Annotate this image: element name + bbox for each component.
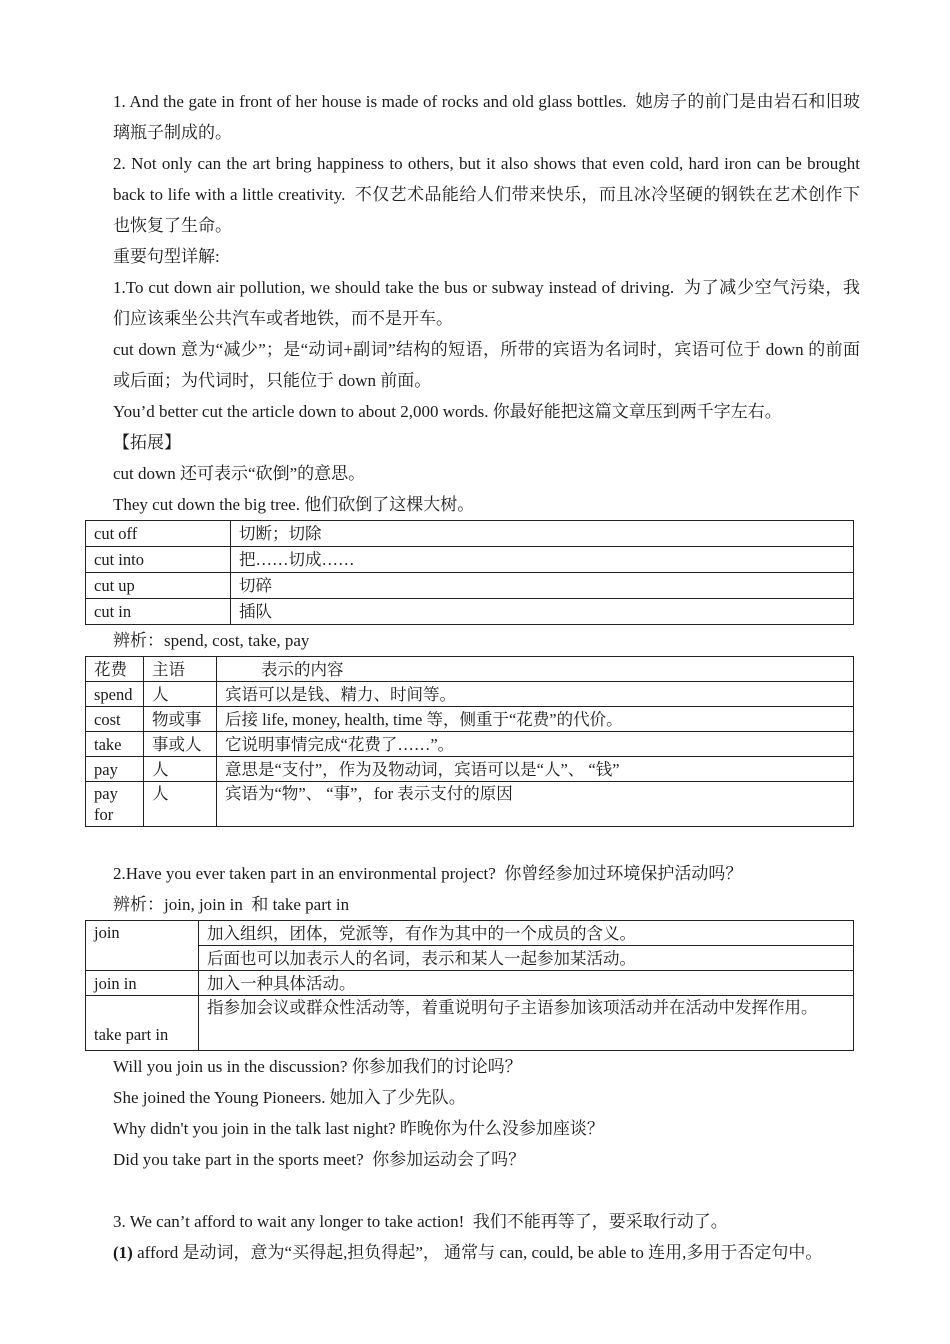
note-cut-down-usage: cut down 意为“减少”；是“动词+副词”结构的短语，所带的宾语为名词时，宾语可位于 down 的前面或后面；为代词时，只能位于 down 前面。 (113, 340, 860, 390)
table-row (86, 921, 854, 946)
term-cell: cut up (86, 573, 231, 599)
note-cell: 意思是“支付”，作为及物动词，宾语可以是“人”、 “钱” (217, 757, 854, 782)
subject-cell: 物或事 (144, 707, 217, 732)
table-row (86, 757, 854, 782)
subject-cell: 人 (144, 682, 217, 707)
table-row (86, 732, 854, 757)
note-afford-text: afford 是动词，意为“买得起,担负得起”， 通常与 can, could, be able to 连用,多用于否定句中。 (132, 1243, 823, 1262)
blank-line (0, 1175, 950, 1206)
blank-line (0, 827, 950, 858)
label-compare-join: 辨析：join, join in 和 take part in (113, 895, 350, 914)
sentence-cut-down-pollution: 1.To cut down air pollution, we should take the bus or subway instead of driving. 为了减少空气污染，我们应该乘坐公共汽车或者地铁，而不是开车。 (113, 278, 860, 328)
table-row (86, 682, 854, 707)
subject-cell: 事或人 (144, 732, 217, 757)
subject-cell: 人 (144, 782, 217, 827)
note-cell: 加入组织，团体，党派等，有作为其中的一个成员的含义。 (199, 921, 854, 946)
term-cell: join (86, 921, 199, 971)
list-marker: (1) (113, 1243, 133, 1262)
join-comparison-table (85, 920, 854, 1051)
table-row (86, 946, 854, 971)
note-cut-down-fell: cut down 还可表示“砍倒”的意思。 (113, 464, 366, 483)
sentence-iron-art: 2. Not only can the art bring happiness to others, but it also shows that even cold, hard iron can be brought back to life with a little creativity. 不仅艺术品能给人们带来快乐，而且冰冷坚硬的钢铁在艺术创作下也恢复了生命。 (113, 154, 865, 235)
heading-key-sentence-patterns: 重要句型详解: (113, 247, 220, 266)
term-cell: take part in (86, 996, 199, 1051)
meaning-cell: 插队 (231, 599, 854, 625)
word-cell: spend (86, 682, 144, 707)
label-compare-spend-cost-take-pay: 辨析：spend, cost, take, pay (113, 631, 310, 650)
table-row (86, 971, 854, 996)
term-cell: cut off (86, 521, 231, 547)
header-word-cell: 花费 (86, 657, 144, 682)
header-note-cell: 表示的内容 (217, 657, 854, 682)
subject-cell: 人 (144, 757, 217, 782)
table-row (86, 547, 854, 573)
note-cell: 宾语为“物”、 “事”，for 表示支付的原因 (217, 782, 854, 827)
note-cell: 宾语可以是钱、精力、时间等。 (217, 682, 854, 707)
word-cell: cost (86, 707, 144, 732)
spend-cost-take-pay-table (85, 656, 854, 827)
heading-expansion: 【拓展】 (113, 433, 181, 452)
table-row (86, 707, 854, 732)
table-row (86, 599, 854, 625)
term-cell: cut into (86, 547, 231, 573)
note-afford-usage (113, 1237, 860, 1268)
example-join-talk: Why didn't you join in the talk last night? 昨晚你为什么没参加座谈？ (113, 1119, 604, 1138)
term-cell: join in (86, 971, 199, 996)
meaning-cell: 把……切成…… (231, 547, 854, 573)
example-young-pioneers: She joined the Young Pioneers. 她加入了少先队。 (113, 1088, 466, 1107)
table-row (86, 782, 854, 827)
note-cell: 后接 life, money, health, time 等，侧重于“花费”的代价。 (217, 707, 854, 732)
example-cut-article: You’d better cut the article down to about 2,000 words. 你最好能把这篇文章压到两千字左右。 (113, 402, 782, 421)
sentence-afford-action: 3. We can’t afford to wait any longer to take action! 我们不能再等了，要采取行动了。 (113, 1212, 728, 1231)
example-join-discussion: Will you join us in the discussion? 你参加我们的讨论吗？ (113, 1057, 522, 1076)
table-row (86, 573, 854, 599)
note-cell: 后面也可以加表示人的名词，表示和某人一起参加某活动。 (199, 946, 854, 971)
word-cell: pay (86, 757, 144, 782)
sentence-environmental-project: 2.Have you ever taken part in an environmental project? 你曾经参加过环境保护活动吗？ (113, 864, 743, 883)
meaning-cell: 切断；切除 (231, 521, 854, 547)
note-cell: 加入一种具体活动。 (199, 971, 854, 996)
note-cell: 它说明事情完成“花费了……”。 (217, 732, 854, 757)
meaning-cell: 切碎 (231, 573, 854, 599)
term-cell: cut in (86, 599, 231, 625)
note-cell: 指参加会议或群众性活动等，着重说明句子主语参加该项活动并在活动中发挥作用。 (199, 996, 854, 1051)
table-row (86, 996, 854, 1051)
sentence-gate-rocks: 1. And the gate in front of her house is made of rocks and old glass bottles. 她房子的前门是由岩石和旧玻璃瓶子制成的。 (113, 92, 860, 142)
word-cell: pay for (86, 782, 144, 827)
example-cut-tree: They cut down the big tree. 他们砍倒了这棵大树。 (113, 495, 475, 514)
word-cell: take (86, 732, 144, 757)
cut-phrases-table (85, 520, 854, 625)
header-subject-cell: 主语 (144, 657, 217, 682)
table-header-row (86, 657, 854, 682)
table-row (86, 521, 854, 547)
example-sports-meet: Did you take part in the sports meet? 你参加运动会了吗？ (113, 1150, 526, 1169)
